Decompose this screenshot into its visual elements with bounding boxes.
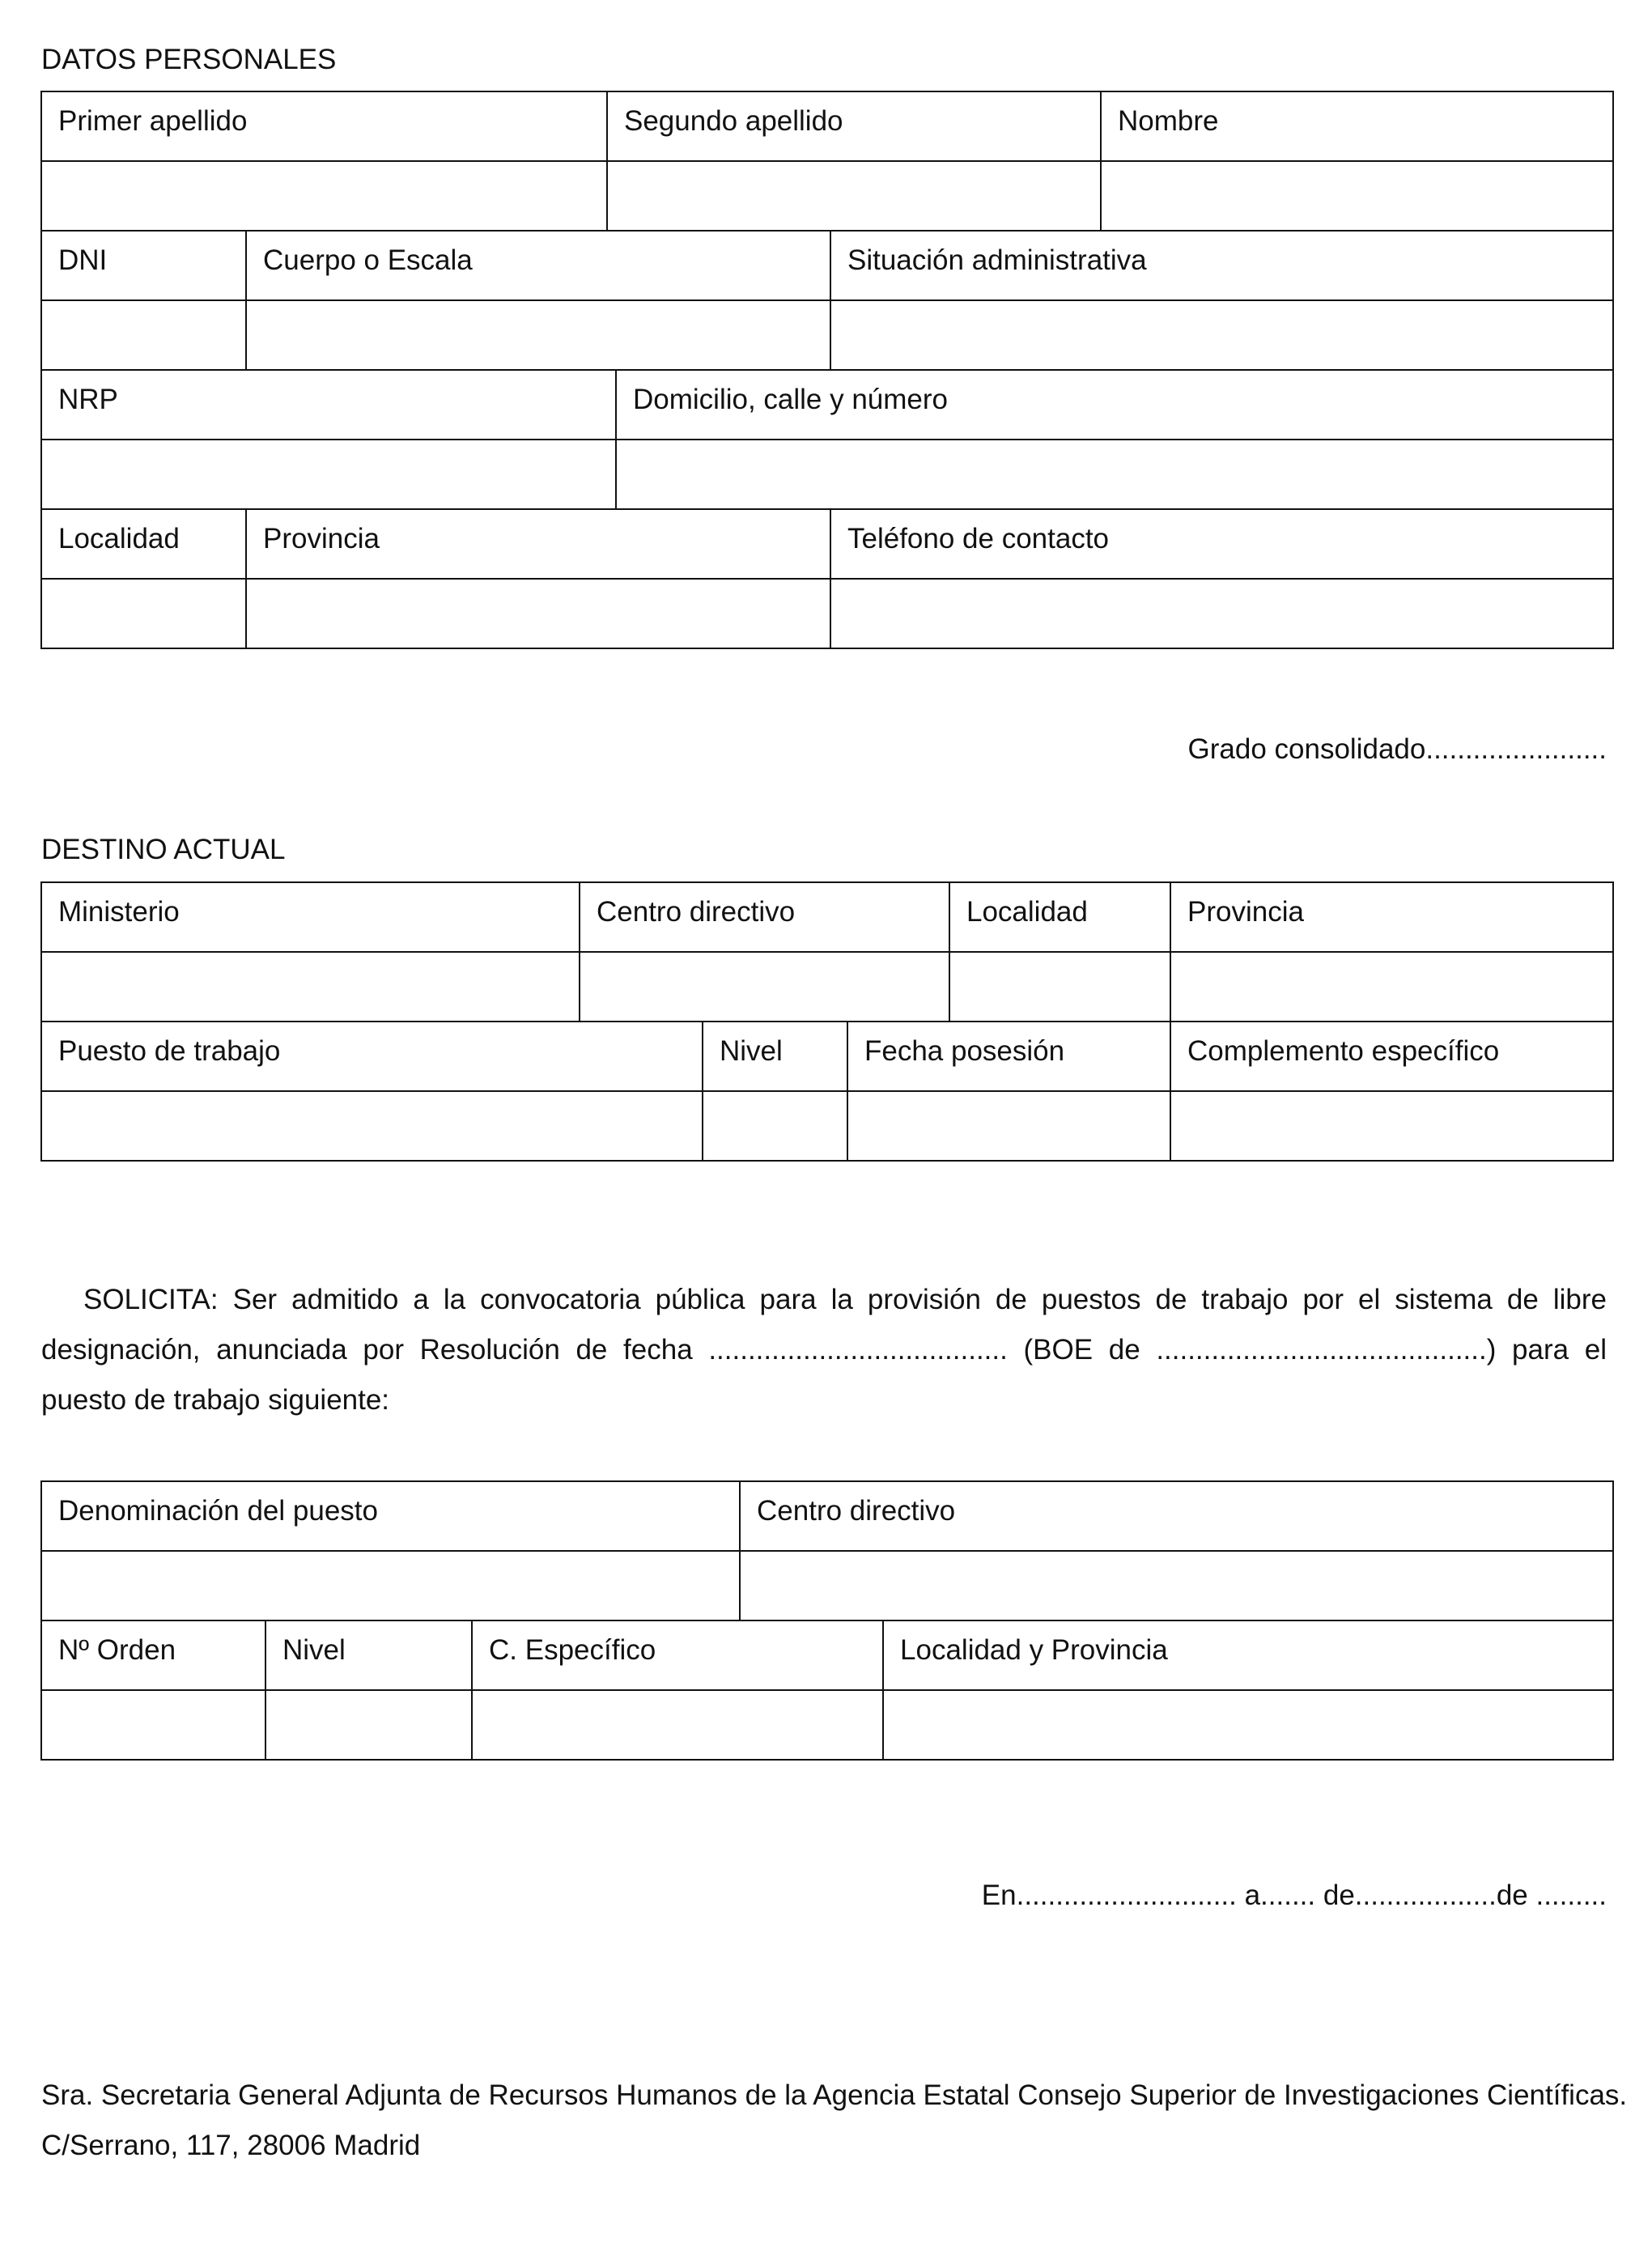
nivel-field[interactable] xyxy=(703,1091,847,1161)
fecha-posesion-field[interactable] xyxy=(847,1091,1170,1161)
puesto-solicitado-table xyxy=(40,1480,1614,1761)
label-puesto-trabajo: Puesto de trabajo xyxy=(41,1022,703,1091)
label-localidad-provincia: Localidad y Provincia xyxy=(883,1620,1613,1690)
telefono-field[interactable] xyxy=(830,579,1613,648)
domicilio-field[interactable] xyxy=(616,440,1613,509)
c-especifico-field[interactable] xyxy=(472,1690,883,1760)
label-provincia: Provincia xyxy=(246,509,830,579)
datos-personales-table xyxy=(40,91,1614,649)
label-localidad: Localidad xyxy=(949,882,1170,952)
label-situacion-administrativa: Situación administrativa xyxy=(830,231,1613,300)
complemento-especifico-field[interactable] xyxy=(1170,1091,1613,1161)
label-c-especifico: C. Específico xyxy=(472,1620,883,1690)
label-nivel: Nivel xyxy=(703,1022,847,1091)
segundo-apellido-field[interactable] xyxy=(607,161,1101,231)
label-fecha-posesion: Fecha posesión xyxy=(847,1022,1170,1091)
localidad-field[interactable] xyxy=(949,952,1170,1022)
label-telefono: Teléfono de contacto xyxy=(830,509,1613,579)
destinatario-line-1: Sra. Secretaria General Adjunta de Recursos Humanos de la Agencia Estatal Consejo Superior de Investigaciones Científicas. xyxy=(41,2079,1628,2111)
provincia-field[interactable] xyxy=(1170,952,1613,1022)
centro-directivo-field[interactable] xyxy=(740,1551,1613,1620)
dni-field[interactable] xyxy=(41,300,246,370)
label-centro-directivo: Centro directivo xyxy=(580,882,949,952)
label-ministerio: Ministerio xyxy=(41,882,580,952)
destinatario-line-2: C/Serrano, 117, 28006 Madrid xyxy=(41,2130,421,2161)
label-domicilio: Domicilio, calle y número xyxy=(616,370,1613,440)
primer-apellido-field[interactable] xyxy=(41,161,607,231)
nombre-field[interactable] xyxy=(1101,161,1613,231)
nivel-field[interactable] xyxy=(265,1690,472,1760)
grado-consolidado: Grado consolidado....................... xyxy=(1187,733,1607,765)
localidad-provincia-field[interactable] xyxy=(883,1690,1613,1760)
label-complemento-especifico: Complemento específico xyxy=(1170,1022,1613,1091)
destino-actual-table xyxy=(40,881,1614,1162)
label-dni: DNI xyxy=(41,231,246,300)
cuerpo-escala-field[interactable] xyxy=(246,300,830,370)
centro-directivo-field[interactable] xyxy=(580,952,949,1022)
solicita-paragraph: SOLICITA: Ser admitido a la convocatoria pública para la provisión de puestos de trabajo por el sistema de libre designación, anunciada por Resolución de fecha ...................................... (BOE de ..........................................) para el puesto de trabajo siguiente: xyxy=(41,1284,1607,1416)
label-centro-directivo: Centro directivo xyxy=(740,1481,1613,1551)
label-denominacion-puesto: Denominación del puesto xyxy=(41,1481,740,1551)
label-primer-apellido: Primer apellido xyxy=(41,91,607,161)
label-localidad: Localidad xyxy=(41,509,246,579)
label-nivel: Nivel xyxy=(265,1620,472,1690)
label-cuerpo-escala: Cuerpo o Escala xyxy=(246,231,830,300)
label-nrp: NRP xyxy=(41,370,616,440)
situacion-administrativa-field[interactable] xyxy=(830,300,1613,370)
nrp-field[interactable] xyxy=(41,440,616,509)
label-n-orden: Nº Orden xyxy=(41,1620,265,1690)
denominacion-puesto-field[interactable] xyxy=(41,1551,740,1620)
section-title-datos-personales: DATOS PERSONALES xyxy=(41,44,337,75)
section-title-destino-actual: DESTINO ACTUAL xyxy=(41,834,286,865)
ministerio-field[interactable] xyxy=(41,952,580,1022)
label-segundo-apellido: Segundo apellido xyxy=(607,91,1101,161)
localidad-field[interactable] xyxy=(41,579,246,648)
label-nombre: Nombre xyxy=(1101,91,1613,161)
puesto-trabajo-field[interactable] xyxy=(41,1091,703,1161)
provincia-field[interactable] xyxy=(246,579,830,648)
label-provincia: Provincia xyxy=(1170,882,1613,952)
lugar-fecha-line: En............................ a....... de..................de ......... xyxy=(981,1880,1607,1911)
n-orden-field[interactable] xyxy=(41,1690,265,1760)
